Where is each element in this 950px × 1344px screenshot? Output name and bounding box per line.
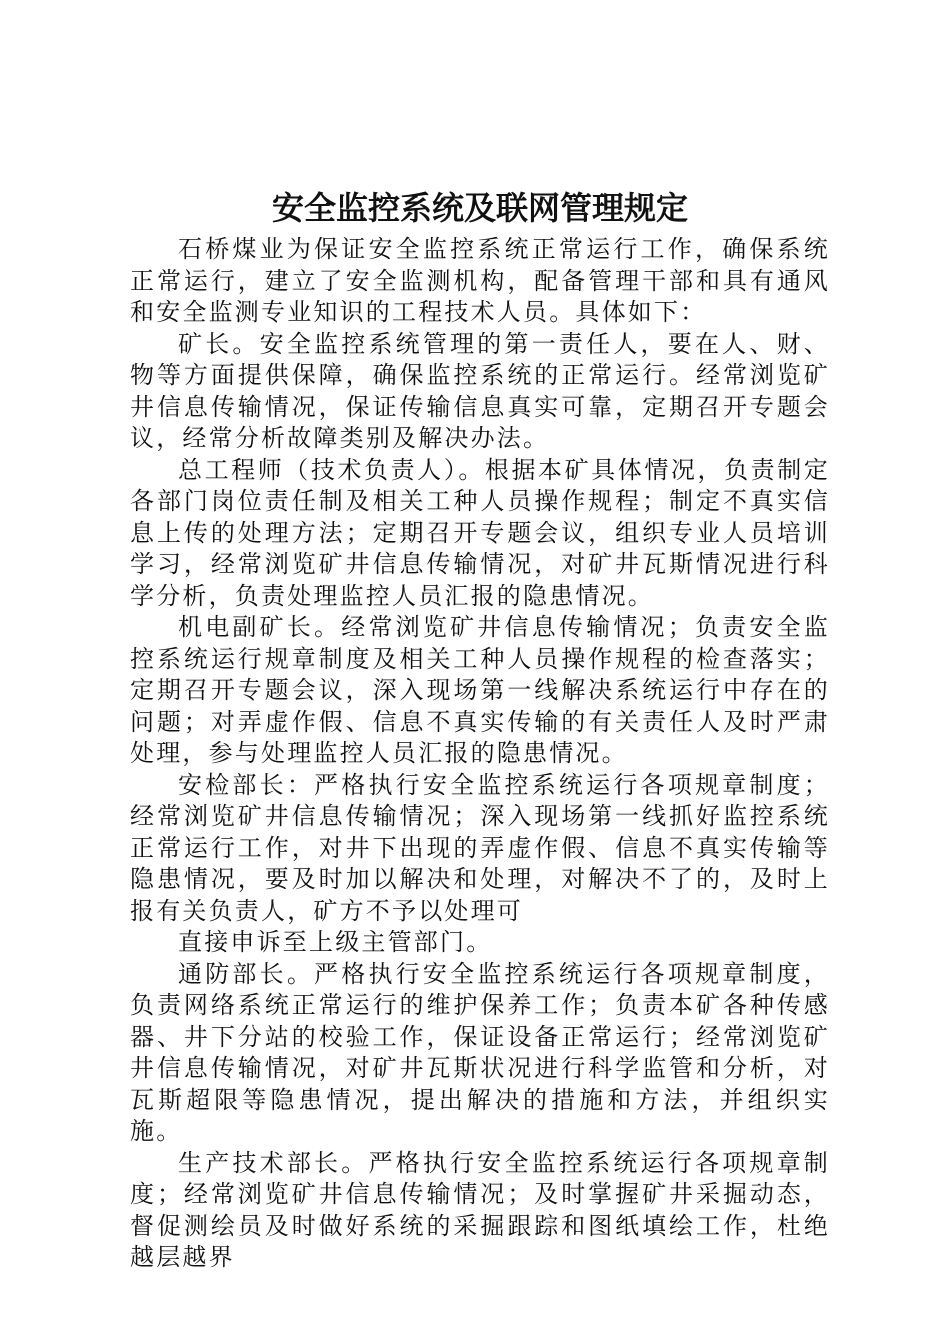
document-body — [130, 234, 830, 1274]
paragraph-safety-inspection-head: 安检部长：严格执行安全监控系统运行各项规章制度；经常浏览矿井信息传输情况；深入现场第一线抓好监控系统正常运行工作，对井下出现的弄虚作假、信息不真实传输等隐患情况，要及时加以解决和处理，对解决不了的，及时上报有关负责人，矿方不予以处理可 — [130, 770, 830, 925]
paragraph-appeal-continuation: 直接申诉至上级主管部门。 — [178, 928, 493, 956]
paragraph-electromechanical-deputy: 机电副矿长。经常浏览矿井信息传输情况；负责安全监控系统运行规章制度及相关工种人员操作规程的检查落实；定期召开专题会议，深入现场第一线解决系统运行中存在的问题；对弄虚作假、信息不真实传输的有关责任人及时严肃处理，参与处理监控人员汇报的隐患情况。 — [130, 613, 830, 767]
paragraph-intro: 石桥煤业为保证安全监控系统正常运行工作，确保系统正常运行，建立了安全监测机构，配备管理干部和具有通风和安全监测专业知识的工程技术人员。具体如下： — [130, 235, 830, 326]
paragraph-ventilation-head: 通防部长。严格执行安全监控系统运行各项规章制度，负责网络系统正常运行的维护保养工作；负责本矿各种传感器、井下分站的校验工作，保证设备正常运行；经常浏览矿井信息传输情况，对矿井瓦斯状况进行科学监管和分析，对瓦斯超限等隐患情况，提出解决的措施和方法，并组织实施。 — [130, 959, 830, 1145]
paragraph-mine-director: 矿长。安全监控系统管理的第一责任人，要在人、财、物等方面提供保障，确保监控系统的正常运行。经常浏览矿井信息传输情况，保证传输信息真实可靠，定期召开专题会议，经常分析故障类别及解决办法。 — [130, 329, 830, 452]
paragraph-production-tech-head: 生产技术部长。严格执行安全监控系统运行各项规章制度；经常浏览矿井信息传输情况；及时掌握矿井采掘动态，督促测绘员及时做好系统的采掘跟踪和图纸填绘工作，杜绝越层越界 — [130, 1148, 830, 1271]
document-title: 安全监控系统及联网管理规定 — [271, 189, 688, 227]
paragraph-chief-engineer: 总工程师（技术负责人）。根据本矿具体情况，负责制定各部门岗位责任制及相关工种人员操作规程；制定不真实信息上传的处理方法；定期召开专题会议，组织专业人员培训学习，经常浏览矿井信息传输情况，对矿井瓦斯情况进行科学分析，负责处理监控人员汇报的隐患情况。 — [130, 455, 830, 610]
